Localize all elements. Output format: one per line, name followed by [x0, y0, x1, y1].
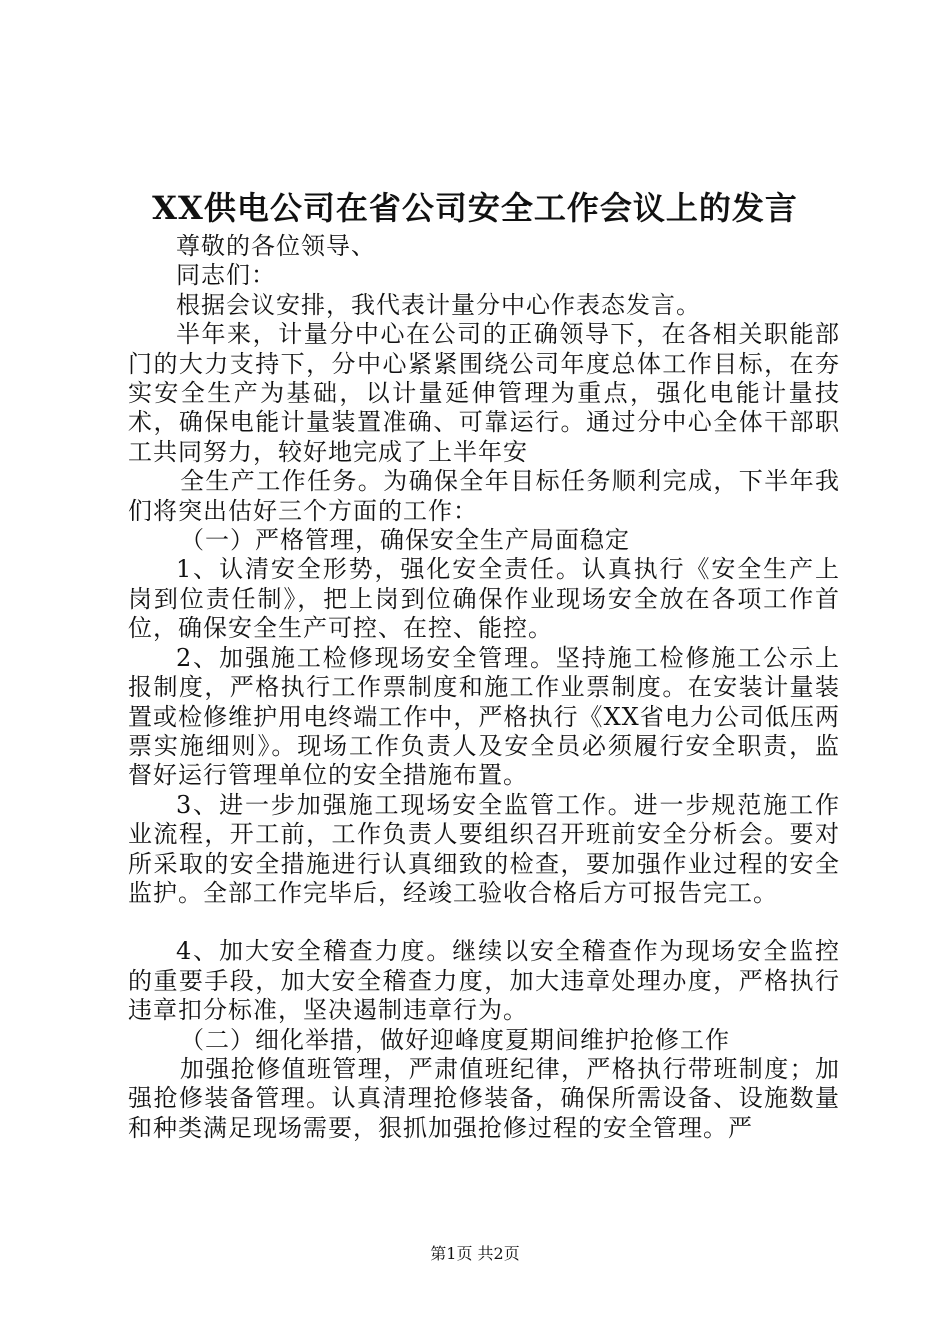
section-heading-2: （二）细化举措，做好迎峰度夏期间维护抢修工作: [180, 1025, 730, 1054]
paragraph-item-4: 4、加大安全稽查力度。继续以安全稽查作为现场安全监控的重要手段，加大安全稽查力度，加大违章处理办度，严格执行违章扣分标准，坚决遏制违章行为。: [128, 937, 840, 1025]
salutation-line-2: 同志们：: [176, 261, 276, 290]
document-body: [128, 232, 840, 1143]
paragraph-item-3: 3、进一步加强施工现场安全监管工作。进一步规范施工作业流程，开工前，工作负责人要组织召开班前安全分析会。要对所采取的安全措施进行认真细致的检查，要加强作业过程的安全监护。全部工作完毕后，经竣工验收合格后方可报告完工。: [128, 790, 840, 907]
paragraph-continuation: 全生产工作任务。为确保全年目标任务顺利完成，下半年我们将突出估好三个方面的工作：: [128, 467, 840, 525]
salutation-line-1: 尊敬的各位领导、: [176, 232, 376, 260]
paragraph-half-year: 半年来，计量分中心在公司的正确领导下，在各相关职能部门的大力支持下，分中心紧紧围绕公司年度总体工作目标，在夯实安全生产为基础，以计量延伸管理为重点，强化电能计量技术，确保电能计量装置准确、可靠运行。通过分中心全体干部职工共同努力，较好地完成了上半年安: [128, 320, 840, 466]
paragraph-intro: 根据会议安排，我代表计量分中心作表态发言。: [176, 290, 701, 319]
paragraph-item-2: 2、加强施工检修现场安全管理。坚持施工检修施工公示上报制度，严格执行工作票制度和施工作业票制度。在安装计量装置或检修维护用电终端工作中，严格执行《XX省电力公司低压两票实施细则》。现场工作负责人及安全员必须履行安全职责，监督好运行管理单位的安全措施布置。: [128, 643, 840, 790]
page-footer: 第1页 共2页: [430, 1244, 520, 1263]
document-title: XX供电公司在省公司安全工作会议上的发言: [152, 189, 798, 227]
paragraph-repair: 加强抢修值班管理，严肃值班纪律，严格执行带班制度；加强抢修装备管理。认真清理抢修装备，确保所需设备、设施数量和种类满足现场需要，狠抓加强抢修过程的安全管理。严: [128, 1054, 840, 1142]
paragraph-item-1: 1、认清安全形势，强化安全责任。认真执行《安全生产上岗到位责任制》，把上岗到位确保作业现场安全放在各项工作首位，确保安全生产可控、在控、能控。: [128, 555, 840, 643]
section-heading-1: （一）严格管理，确保安全生产局面稳定: [180, 526, 630, 555]
